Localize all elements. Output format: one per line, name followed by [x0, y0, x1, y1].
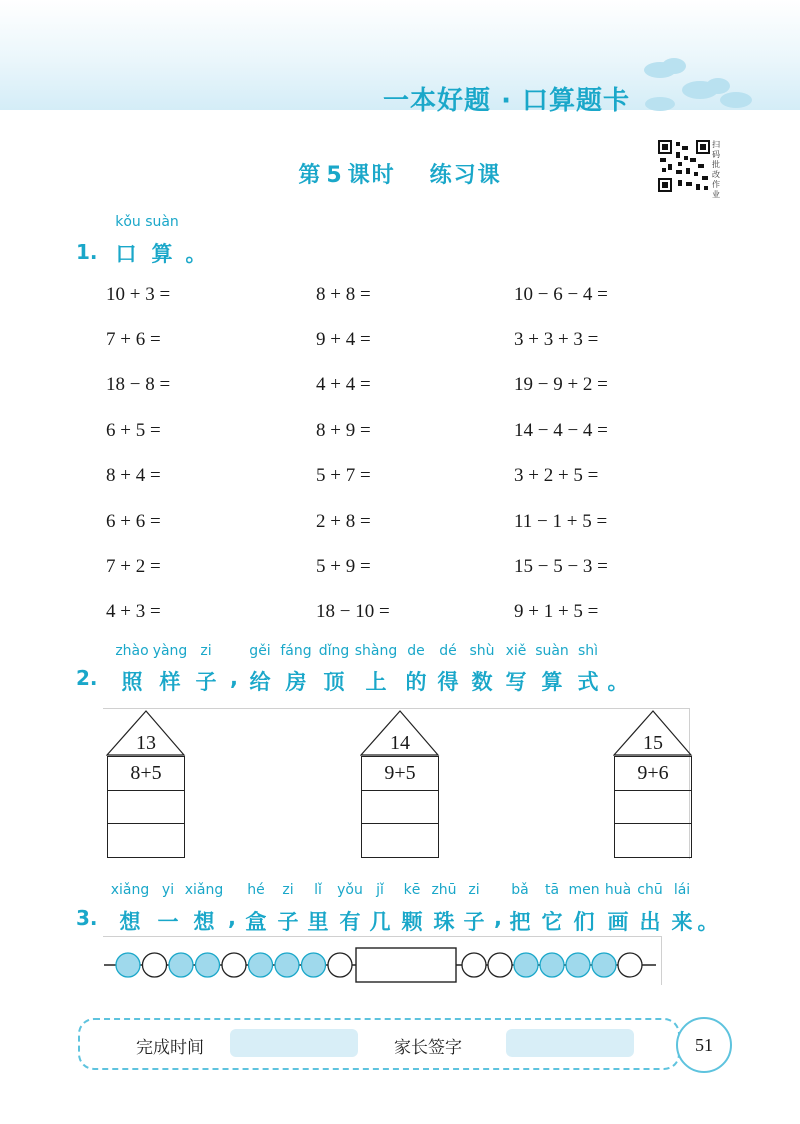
hanzi-char: 盒	[245, 910, 267, 934]
number-house	[106, 710, 186, 784]
calc-item: 5 + 7 =	[316, 465, 371, 486]
calc-item: 7 + 2 =	[106, 556, 161, 577]
header-banner	[0, 0, 800, 116]
bead	[196, 953, 220, 977]
pinyin-syllable: zhào	[115, 643, 149, 659]
hanzi-char: 来	[671, 910, 693, 934]
q2-number: 2.	[76, 666, 98, 690]
lesson-name: 练习课	[429, 163, 502, 188]
lesson-number: 5	[326, 163, 344, 188]
pinyin-syllable: shàng	[354, 643, 398, 659]
calc-item: 6 + 5 =	[106, 420, 161, 441]
q3-number: 3.	[76, 906, 98, 930]
pinyin-syllable: fáng	[280, 643, 312, 659]
calc-item: 7 + 6 =	[106, 329, 161, 350]
bead	[328, 953, 352, 977]
calc-item: 4 + 3 =	[106, 601, 161, 622]
hanzi-char: 。	[607, 670, 629, 694]
calc-item: 4 + 4 =	[316, 374, 371, 395]
number-house	[360, 710, 440, 784]
time-input[interactable]	[230, 1029, 358, 1057]
hanzi-char: 子	[463, 910, 485, 934]
hanzi-char: ,	[228, 906, 236, 930]
calc-item: 5 + 9 =	[316, 556, 371, 577]
calc-item: 8 + 8 =	[316, 284, 371, 305]
pinyin-syllable: shì	[577, 643, 599, 659]
hanzi-char: 它	[541, 910, 563, 934]
house-answer-slot[interactable]	[361, 824, 439, 858]
pinyin-syllable: zi	[282, 882, 294, 898]
hidden-bead-box[interactable]	[356, 948, 456, 982]
calc-item: 2 + 8 =	[316, 511, 371, 532]
hanzi-char: ,	[494, 906, 502, 930]
pinyin-syllable: xiǎng	[110, 882, 150, 898]
pinyin-syllable: suàn	[145, 214, 179, 230]
signature-input[interactable]	[506, 1029, 634, 1057]
qr-caption: 扫码批改作业	[712, 140, 720, 199]
house-roof-number: 13	[136, 732, 156, 754]
house-example: 9+5	[361, 756, 439, 791]
pinyin-syllable: tā	[544, 882, 560, 898]
bead	[514, 953, 538, 977]
house-answer-slot[interactable]	[614, 824, 692, 858]
house-answer-slot[interactable]	[361, 790, 439, 824]
hanzi-char: 里	[307, 910, 329, 934]
pinyin-syllable: de	[407, 643, 425, 659]
hanzi-char: 照	[121, 670, 143, 694]
house-answer-slot[interactable]	[107, 824, 185, 858]
bead	[540, 953, 564, 977]
hanzi-char: 数	[471, 670, 493, 694]
calc-item: 19 − 9 + 2 =	[514, 374, 608, 395]
calc-item: 10 + 3 =	[106, 284, 171, 305]
hanzi-char: 出	[639, 910, 661, 934]
bead	[169, 953, 193, 977]
hanzi-char: 。	[697, 910, 719, 934]
page-number: 51	[676, 1017, 732, 1073]
hanzi-char: 样	[159, 670, 181, 694]
pinyin-syllable: xiǎng	[184, 882, 224, 898]
calc-item: 9 + 1 + 5 =	[514, 601, 599, 622]
pinyin-syllable: hé	[247, 882, 265, 898]
bead	[222, 953, 246, 977]
calc-item: 18 − 10 =	[316, 601, 390, 622]
pinyin-syllable: yi	[161, 882, 175, 898]
calc-item: 18 − 8 =	[106, 374, 171, 395]
calc-item: 8 + 9 =	[316, 420, 371, 441]
pinyin-syllable: huà	[604, 882, 632, 898]
pinyin-syllable: zi	[468, 882, 480, 898]
hanzi-char: 得	[437, 670, 459, 694]
lesson-prefix: 第	[298, 163, 323, 188]
q1-number: 1.	[76, 240, 98, 264]
banner-title: 一本好题 · 口算题卡	[383, 86, 630, 116]
pinyin-syllable: jǐ	[376, 882, 384, 898]
bead	[462, 953, 486, 977]
hanzi-char: ,	[230, 666, 238, 690]
bead	[275, 953, 299, 977]
pinyin-syllable: dé	[439, 643, 457, 659]
pinyin-syllable: kǒu	[115, 214, 141, 230]
calc-item: 6 + 6 =	[106, 511, 161, 532]
hanzi-char: 想	[193, 910, 215, 934]
calc-item: 10 − 6 − 4 =	[514, 284, 608, 305]
bead-string	[100, 944, 660, 984]
pinyin-syllable: gěi	[249, 643, 271, 659]
pinyin-syllable: shù	[469, 643, 495, 659]
pinyin-syllable: lái	[673, 882, 691, 898]
footer-bar	[78, 1018, 680, 1070]
bead	[143, 953, 167, 977]
hanzi-char: 有	[339, 910, 361, 934]
pinyin-syllable: suàn	[535, 643, 569, 659]
bead	[302, 953, 326, 977]
bead	[488, 953, 512, 977]
calc-item: 11 − 1 + 5 =	[514, 511, 608, 532]
calc-item: 14 − 4 − 4 =	[514, 420, 608, 441]
hanzi-char: 把	[509, 910, 531, 934]
calc-item: 8 + 4 =	[106, 465, 161, 486]
hanzi-char: 上	[365, 670, 387, 694]
hanzi-char: 房	[285, 670, 307, 694]
house-example: 9+6	[614, 756, 692, 791]
pinyin-syllable: zi	[200, 643, 212, 659]
bead	[249, 953, 273, 977]
bead	[566, 953, 590, 977]
bead	[592, 953, 616, 977]
hanzi-char: 口	[115, 242, 137, 266]
hanzi-char: 几	[369, 910, 391, 934]
hanzi-char: 一	[157, 910, 179, 934]
hanzi-char: 写	[505, 670, 527, 694]
lesson-mid: 课时	[347, 163, 396, 188]
hanzi-char: 。	[185, 242, 207, 266]
house-roof-number: 14	[390, 732, 410, 754]
hanzi-char: 算	[151, 242, 173, 266]
hanzi-char: 珠	[433, 910, 455, 934]
house-answer-slot[interactable]	[107, 790, 185, 824]
hanzi-char: 画	[607, 910, 629, 934]
pinyin-syllable: men	[568, 882, 600, 898]
hanzi-char: 算	[541, 670, 563, 694]
hanzi-char: 子	[195, 670, 217, 694]
pinyin-syllable: dǐng	[318, 643, 350, 659]
house-roof-number: 15	[643, 732, 663, 754]
calc-item: 3 + 3 + 3 =	[514, 329, 599, 350]
hanzi-char: 的	[405, 670, 427, 694]
calc-item: 9 + 4 =	[316, 329, 371, 350]
pinyin-syllable: bǎ	[511, 882, 529, 898]
calc-item: 15 − 5 − 3 =	[514, 556, 608, 577]
sign-label: 家长签字	[394, 1038, 462, 1058]
pinyin-syllable: zhū	[431, 882, 457, 898]
hanzi-char: 式	[577, 670, 599, 694]
time-label: 完成时间	[136, 1038, 204, 1058]
bead	[116, 953, 140, 977]
pinyin-syllable: yǒu	[337, 882, 363, 898]
bead	[618, 953, 642, 977]
cloud-decoration-icon	[640, 50, 760, 120]
number-house	[613, 710, 693, 784]
pinyin-syllable: xiě	[505, 643, 527, 659]
pinyin-syllable: chū	[637, 882, 663, 898]
calc-item: 3 + 2 + 5 =	[514, 465, 599, 486]
hanzi-char: 想	[119, 910, 141, 934]
house-answer-slot[interactable]	[614, 790, 692, 824]
hanzi-char: 给	[249, 670, 271, 694]
hanzi-char: 们	[573, 910, 595, 934]
pinyin-syllable: lǐ	[314, 882, 322, 898]
qr-code-icon[interactable]	[658, 140, 710, 192]
house-example: 8+5	[107, 756, 185, 791]
hanzi-char: 子	[277, 910, 299, 934]
hanzi-char: 颗	[401, 910, 423, 934]
pinyin-syllable: yàng	[152, 643, 188, 659]
pinyin-syllable: kē	[403, 882, 421, 898]
hanzi-char: 顶	[323, 670, 345, 694]
